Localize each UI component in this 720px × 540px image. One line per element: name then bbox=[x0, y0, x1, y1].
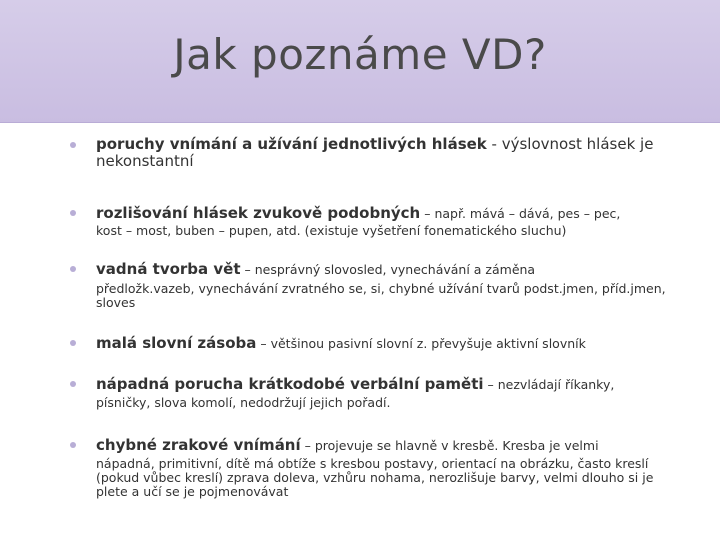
bullet-separator: – bbox=[300, 438, 315, 453]
bullet-continuation: nekonstantní bbox=[96, 152, 194, 170]
bullet-head: chybné zrakové vnímání bbox=[96, 436, 301, 454]
bullet-separator: – bbox=[483, 377, 498, 392]
title-band bbox=[0, 0, 720, 123]
bullet-text: nezvládají říkanky, bbox=[497, 377, 615, 392]
bullet-head: poruchy vnímání a užívání jednotlivých hlásek bbox=[96, 135, 487, 153]
bullet-dot-icon bbox=[70, 381, 76, 387]
bullet-dot-icon bbox=[70, 340, 76, 346]
bullet-separator: – bbox=[420, 206, 435, 221]
bullet-item bbox=[70, 334, 686, 353]
bullet-head: vadná tvorba vět bbox=[96, 260, 241, 278]
bullet-text: nesprávný slovosled, vynechávání a záměna bbox=[254, 262, 536, 277]
bullet-head: nápadná porucha krátkodobé verbální paměti bbox=[96, 375, 484, 393]
bullet-dot-icon bbox=[70, 442, 76, 448]
bullet-text: výslovnost hlásek je bbox=[501, 135, 654, 153]
bullet-continuation: písničky, slova komolí, nedodržují jejich pořadí. bbox=[96, 395, 391, 410]
bullet-text: např. mává – dává, pes – pec, bbox=[434, 206, 621, 221]
bullet-dot-icon bbox=[70, 142, 76, 148]
slide-title: Jak poznáme VD? bbox=[173, 30, 547, 79]
bullet-item bbox=[70, 136, 686, 170]
bullet-text: většinou pasivní slovní z. převyšuje aktivní slovník bbox=[270, 336, 586, 351]
bullet-item bbox=[70, 375, 686, 410]
bullet-continuation: předložk.vazeb, vynechávání zvratného se, si, chybné užívání tvarů podst.jmen, příd.jmen, sloves bbox=[96, 281, 666, 310]
bullet-item bbox=[70, 436, 686, 499]
bullet-dot-icon bbox=[70, 266, 76, 272]
bullet-item bbox=[70, 204, 686, 238]
bullet-item bbox=[70, 260, 686, 310]
bullet-dot-icon bbox=[70, 210, 76, 216]
bullet-separator: - bbox=[486, 135, 502, 153]
bullet-continuation: nápadná, primitivní, dítě má obtíže s kresbou postavy, orientací na obrázku, často kreslí (pokud vůbec kreslí) zprava doleva, vzhůru nohama, nerozlišuje barvy, velmi dlouho si je plete a učí se je pojmenovávat bbox=[96, 456, 654, 499]
bullet-head: malá slovní zásoba bbox=[96, 334, 257, 352]
bullet-head: rozlišování hlásek zvukově podobných bbox=[96, 204, 421, 222]
bullet-continuation: kost – most, buben – pupen, atd. (existuje vyšetření fonematického sluchu) bbox=[96, 223, 567, 238]
bullet-separator: – bbox=[240, 262, 255, 277]
bullet-separator: – bbox=[256, 336, 271, 351]
bullet-text: projevuje se hlavně v kresbě. Kresba je velmi bbox=[314, 438, 599, 453]
